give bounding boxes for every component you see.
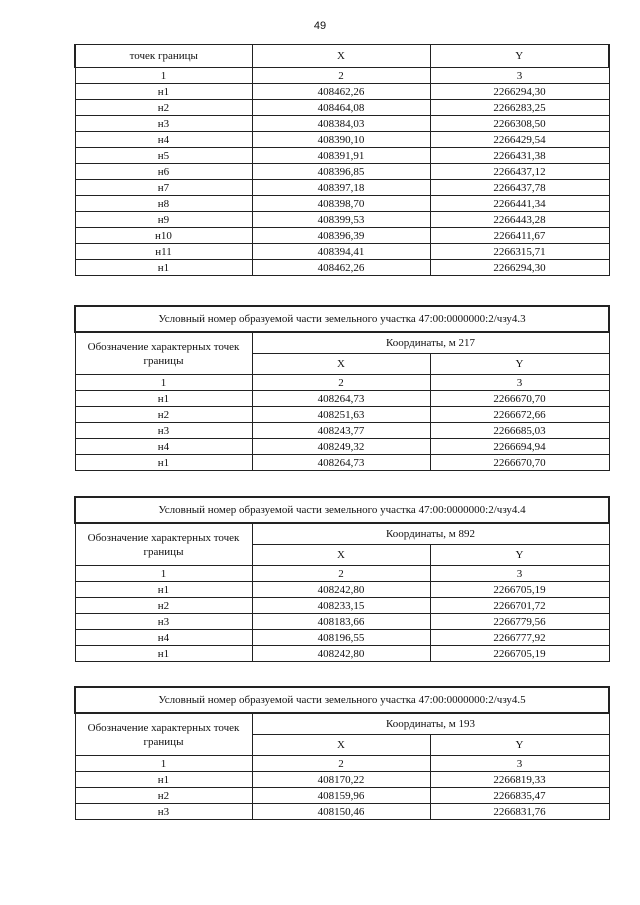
point-id-cell: н8	[75, 196, 252, 212]
index-cell: 2	[252, 375, 430, 391]
table-title: Условный номер образуемой части земельного участка 47:00:0000000:2/чзу4.4	[75, 497, 609, 523]
point-id-cell: н2	[75, 100, 252, 116]
point-label-header: Обозначение характерных точек границы	[75, 523, 252, 566]
point-id-cell: н3	[75, 804, 252, 820]
x-coordinate-cell: 408396,85	[252, 164, 430, 180]
y-header: Y	[430, 545, 609, 566]
table-row	[75, 100, 609, 116]
index-cell: 2	[252, 68, 430, 84]
x-coordinate-cell: 408398,70	[252, 196, 430, 212]
point-id-cell: н2	[75, 407, 252, 423]
point-id-cell: н3	[75, 423, 252, 439]
y-coordinate-cell: 2266411,67	[430, 228, 609, 244]
x-header: X	[252, 354, 430, 375]
point-id-cell: н2	[75, 598, 252, 614]
coordinates-table-chzu4-4	[74, 496, 610, 662]
coords-header: Координаты, м 193	[252, 713, 609, 735]
x-coordinate-cell: 408399,53	[252, 212, 430, 228]
index-cell: 3	[430, 375, 609, 391]
point-label-header: Обозначение характерных точек границы	[75, 713, 252, 756]
point-id-cell: н9	[75, 212, 252, 228]
table-title: Условный номер образуемой части земельного участка 47:00:0000000:2/чзу4.5	[75, 687, 609, 713]
table-row	[75, 423, 609, 439]
point-id-cell: н11	[75, 244, 252, 260]
table-row	[75, 598, 609, 614]
y-coordinate-cell: 2266705,19	[430, 582, 609, 598]
index-cell: 1	[75, 566, 252, 582]
x-coordinate-cell: 408391,91	[252, 148, 430, 164]
point-id-cell: н4	[75, 630, 252, 646]
x-coordinate-cell: 408170,22	[252, 772, 430, 788]
point-id-cell: н7	[75, 180, 252, 196]
table-row	[75, 630, 609, 646]
point-id-cell: н2	[75, 788, 252, 804]
table-row	[75, 391, 609, 407]
point-id-cell: н1	[75, 84, 252, 100]
x-coordinate-cell: 408396,39	[252, 228, 430, 244]
y-coordinate-cell: 2266443,28	[430, 212, 609, 228]
y-coordinate-cell: 2266670,70	[430, 455, 609, 471]
point-label-header: точек границы	[75, 45, 252, 68]
table-header-row	[75, 45, 609, 68]
point-id-cell: н1	[75, 646, 252, 662]
y-header: Y	[430, 45, 609, 68]
point-id-cell: н6	[75, 164, 252, 180]
x-coordinate-cell: 408150,46	[252, 804, 430, 820]
point-id-cell: н1	[75, 582, 252, 598]
x-coordinate-cell: 408264,73	[252, 455, 430, 471]
point-id-cell: н4	[75, 439, 252, 455]
x-coordinate-cell: 408264,73	[252, 391, 430, 407]
table-row	[75, 439, 609, 455]
coordinates-table-chzu4-3	[74, 305, 610, 471]
x-coordinate-cell: 408183,66	[252, 614, 430, 630]
y-header: Y	[430, 354, 609, 375]
x-header: X	[252, 735, 430, 756]
y-coordinate-cell: 2266835,47	[430, 788, 609, 804]
point-label-header: Обозначение характерных точек границы	[75, 332, 252, 375]
y-coordinate-cell: 2266705,19	[430, 646, 609, 662]
coordinates-table-chzu4-5	[74, 686, 610, 820]
index-cell: 3	[430, 68, 609, 84]
coords-header: Координаты, м 892	[252, 523, 609, 545]
y-coordinate-cell: 2266437,12	[430, 164, 609, 180]
index-cell: 3	[430, 566, 609, 582]
page-number: 49	[313, 20, 327, 32]
coordinates-table-continuation	[74, 44, 610, 276]
index-row	[75, 68, 609, 84]
index-cell: 1	[75, 375, 252, 391]
x-coordinate-cell: 408394,41	[252, 244, 430, 260]
y-coordinate-cell: 2266294,30	[430, 84, 609, 100]
point-id-cell: н1	[75, 391, 252, 407]
table-row	[75, 407, 609, 423]
table-title: Условный номер образуемой части земельного участка 47:00:0000000:2/чзу4.3	[75, 306, 609, 332]
y-coordinate-cell: 2266431,38	[430, 148, 609, 164]
index-cell: 2	[252, 566, 430, 582]
index-row	[75, 375, 609, 391]
point-id-cell: н3	[75, 116, 252, 132]
table-row	[75, 614, 609, 630]
table-row	[75, 228, 609, 244]
y-coordinate-cell: 2266701,72	[430, 598, 609, 614]
index-cell: 1	[75, 756, 252, 772]
table-row	[75, 148, 609, 164]
y-coordinate-cell: 2266670,70	[430, 391, 609, 407]
coords-header: Координаты, м 217	[252, 332, 609, 354]
y-coordinate-cell: 2266672,66	[430, 407, 609, 423]
point-id-cell: н1	[75, 455, 252, 471]
x-coordinate-cell: 408462,26	[252, 84, 430, 100]
table-row	[75, 772, 609, 788]
y-coordinate-cell: 2266441,34	[430, 196, 609, 212]
x-coordinate-cell: 408196,55	[252, 630, 430, 646]
table-row	[75, 164, 609, 180]
x-coordinate-cell: 408390,10	[252, 132, 430, 148]
index-row	[75, 566, 609, 582]
index-cell: 2	[252, 756, 430, 772]
y-coordinate-cell: 2266294,30	[430, 260, 609, 276]
point-id-cell: н3	[75, 614, 252, 630]
table-row	[75, 804, 609, 820]
table-row	[75, 646, 609, 662]
point-id-cell: н1	[75, 260, 252, 276]
point-id-cell: н1	[75, 772, 252, 788]
table-row	[75, 84, 609, 100]
x-coordinate-cell: 408397,18	[252, 180, 430, 196]
x-coordinate-cell: 408243,77	[252, 423, 430, 439]
y-coordinate-cell: 2266308,50	[430, 116, 609, 132]
y-coordinate-cell: 2266779,56	[430, 614, 609, 630]
point-id-cell: н10	[75, 228, 252, 244]
y-coordinate-cell: 2266429,54	[430, 132, 609, 148]
table-row	[75, 582, 609, 598]
x-coordinate-cell: 408464,08	[252, 100, 430, 116]
x-coordinate-cell: 408462,26	[252, 260, 430, 276]
table-row	[75, 196, 609, 212]
table-row	[75, 212, 609, 228]
x-coordinate-cell: 408249,32	[252, 439, 430, 455]
table-row	[75, 455, 609, 471]
table-row	[75, 116, 609, 132]
point-id-cell: н4	[75, 132, 252, 148]
y-coordinate-cell: 2266694,94	[430, 439, 609, 455]
table-row	[75, 244, 609, 260]
y-coordinate-cell: 2266831,76	[430, 804, 609, 820]
x-header: X	[252, 45, 430, 68]
y-coordinate-cell: 2266819,33	[430, 772, 609, 788]
x-coordinate-cell: 408242,80	[252, 646, 430, 662]
x-header: X	[252, 545, 430, 566]
y-coordinate-cell: 2266283,25	[430, 100, 609, 116]
x-coordinate-cell: 408251,63	[252, 407, 430, 423]
x-coordinate-cell: 408384,03	[252, 116, 430, 132]
table-row	[75, 180, 609, 196]
index-cell: 3	[430, 756, 609, 772]
x-coordinate-cell: 408242,80	[252, 582, 430, 598]
table-row	[75, 132, 609, 148]
table-row	[75, 260, 609, 276]
y-coordinate-cell: 2266315,71	[430, 244, 609, 260]
y-header: Y	[430, 735, 609, 756]
y-coordinate-cell: 2266685,03	[430, 423, 609, 439]
index-cell: 1	[75, 68, 252, 84]
y-coordinate-cell: 2266777,92	[430, 630, 609, 646]
table-row	[75, 788, 609, 804]
point-id-cell: н5	[75, 148, 252, 164]
index-row	[75, 756, 609, 772]
x-coordinate-cell: 408233,15	[252, 598, 430, 614]
y-coordinate-cell: 2266437,78	[430, 180, 609, 196]
x-coordinate-cell: 408159,96	[252, 788, 430, 804]
